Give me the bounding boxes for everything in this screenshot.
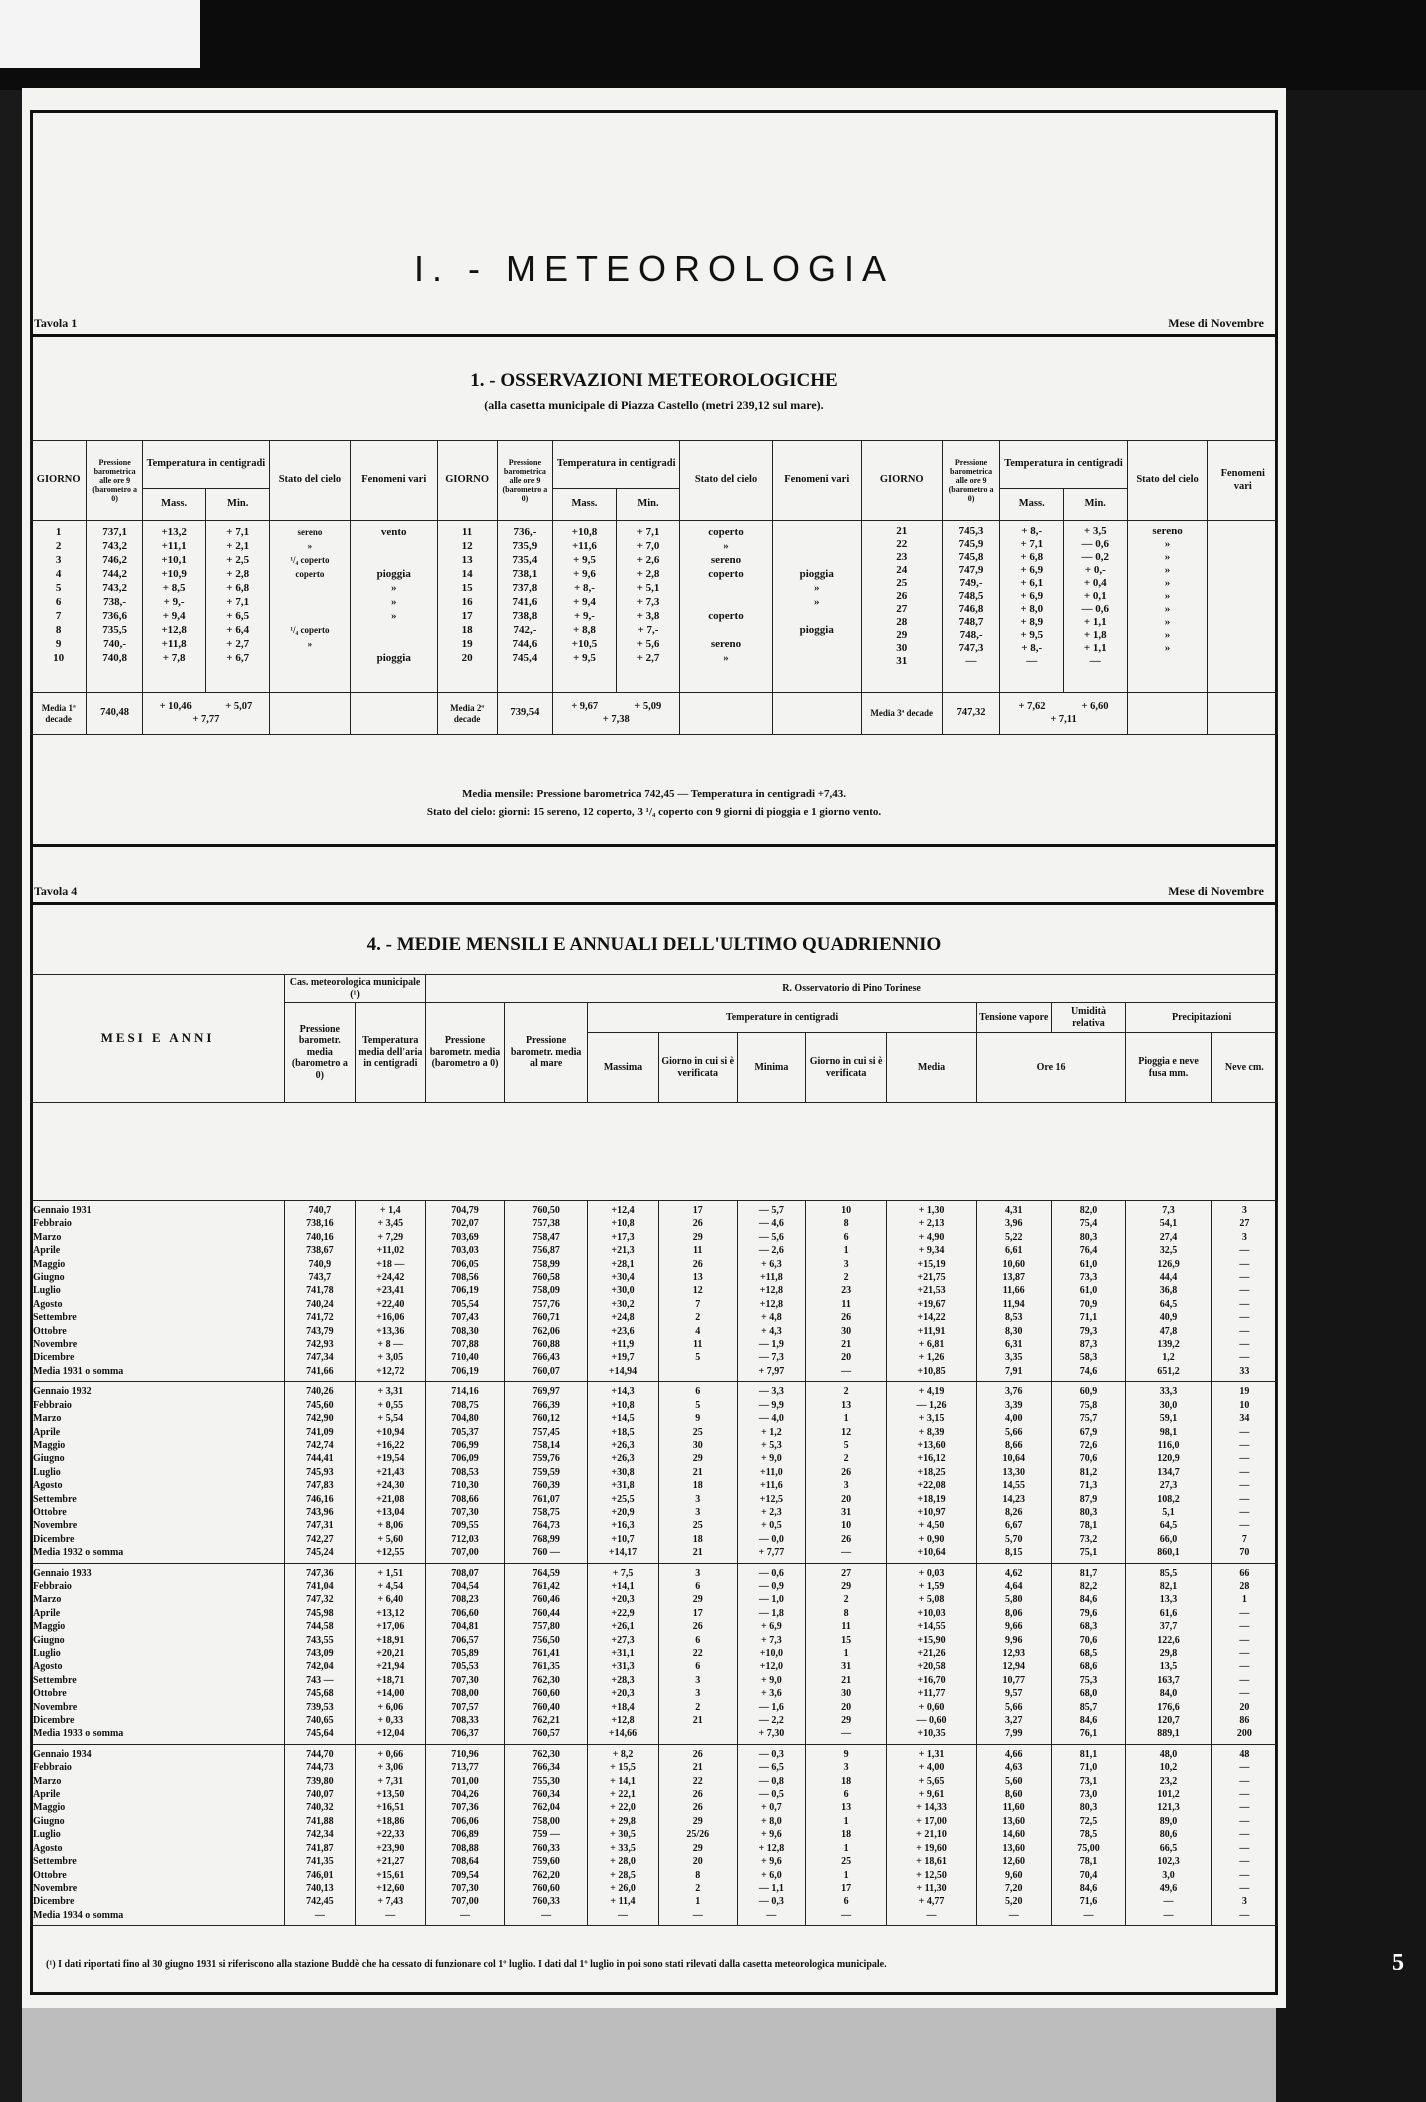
- value-column: 85,5 82,1 13,3 61,6 37,7 122,6 29,8 13,5 163,7 84,0 176,6 120,7 889,1: [1126, 1563, 1211, 1744]
- empty-cell: [350, 693, 437, 735]
- header-pioggia: Pioggia e neve fusa mm.: [1126, 1033, 1211, 1103]
- value-column: 762,30 766,34 755,30 760,34 762,04 758,00 759 — 760,33 759,60 762,20 760,60 760,33 —: [505, 1744, 588, 1925]
- scan-paper-corner: [0, 0, 200, 68]
- value-column: 704,79 702,07 703,69 703,03 706,05 708,56 706,19 705,54 707,43 708,30 707,88 710,40 706,19: [426, 1201, 505, 1382]
- tavola4-month: Mese di Novembre: [1168, 884, 1264, 898]
- tavola1-summary-line2: Stato del cielo: giorni: 15 sereno, 12 coperto, 3 ¹/₄ coperto con 9 giorni di pioggia e 1 giorno vento.: [426, 806, 882, 818]
- value-column: 60,9 75,8 75,7 67,9 72,6 70,6 81,2 71,3 87,9 80,3 78,1 73,2 75,1: [1051, 1382, 1126, 1563]
- value-column: 19 10 34 — — — — — — — — 7 70: [1211, 1382, 1277, 1563]
- month-labels: Gennaio 1934 Febbraio Marzo Aprile Maggio Giugno Luglio Agosto Settembre Ottobre Novembre Dicembre Media 1934 o somma: [31, 1744, 285, 1925]
- page-title: I. - METEOROLOGIA: [413, 248, 895, 289]
- decade2-max: +10,8 +11,6 + 9,5 + 9,6 + 8,- + 9,4 + 9,- + 8,8 +10,5 + 9,5: [553, 521, 617, 693]
- value-column: 81,7 82,2 84,6 79,6 68,3 70,6 68,5 68,6 75,3 68,0 85,7 84,6 76,1: [1051, 1563, 1126, 1744]
- decade1-media-min: + 5,07: [225, 701, 253, 713]
- value-column: 747,36 741,04 747,32 745,98 744,58 743,55 743,09 742,04 743 — 745,68 739,53 740,65 745,64: [285, 1563, 355, 1744]
- header-giorno: GIORNO: [31, 441, 87, 521]
- decade2-media-label: Media 2ª decade: [437, 693, 497, 735]
- rule: [30, 902, 1278, 905]
- header-press-media: Pressione barometr. media (barometro a 0): [285, 1003, 355, 1103]
- value-column: +12,4 +10,8 +17,3 +21,3 +28,1 +30,4 +30,0 +30,2 +24,8 +23,6 +11,9 +19,7 +14,94: [588, 1201, 658, 1382]
- value-column: 769,97 766,39 760,12 757,45 758,14 759,76 759,59 760,39 761,07 758,75 764,73 768,99 760 —: [505, 1382, 588, 1563]
- value-column: 3 27 3 — — — — — — — — — 33: [1211, 1201, 1277, 1382]
- decade1-press: 737,1 743,2 746,2 744,2 743,2 738,- 736,6 735,5 740,- 740,8: [87, 521, 142, 693]
- empty-cell: [772, 693, 861, 735]
- header-temperature: Temperature in centigradi: [588, 1003, 977, 1033]
- year-block-row: [31, 1744, 1278, 1925]
- tavola1-month: Mese di Novembre: [1168, 316, 1264, 330]
- decade2-media-temp: + 7,38: [602, 713, 630, 725]
- header-stato: Stato del cielo: [269, 441, 350, 521]
- value-column: + 1,4 + 3,45 + 7,29 +11,02 +18 — +24,42 +23,41 +22,40 +16,06 +13,36 + 8 — + 3,05 +12,72: [355, 1201, 425, 1382]
- empty-cell: [680, 693, 772, 735]
- decade2-media-temp-cell: [553, 693, 680, 735]
- value-column: 26 21 22 26 26 29 25/26 29 20 8 2 1 —: [658, 1744, 737, 1925]
- decade1-media-temp-cell: [142, 693, 269, 735]
- value-column: 710,96 713,77 701,00 704,26 707,36 706,06 706,89 708,88 708,64 709,54 707,30 707,00 —: [426, 1744, 505, 1925]
- value-column: + 0,66 + 3,06 + 7,31 +13,50 +16,51 +18,86 +22,33 +23,90 +21,27 +15,61 +12,60 + 7,43 —: [355, 1744, 425, 1925]
- header-temp-aria: Temperatura media dell'aria in centigradi: [355, 1003, 425, 1103]
- header-press-oss: Pressione barometr. media (barometro a 0): [426, 1003, 505, 1103]
- value-column: 33,3 30,0 59,1 98,1 116,0 120,9 134,7 27,3 108,2 5,1 64,5 66,0 860,1: [1126, 1382, 1211, 1563]
- header-fenomeni: Fenomeni vari: [772, 441, 861, 521]
- decade1-media-temp: + 7,77: [192, 713, 220, 725]
- decade1-stato: sereno » ¹/₄ coperto coperto ¹/₄ coperto »: [269, 521, 350, 693]
- value-column: 6 5 9 25 30 29 21 18 3 3 25 18 21: [658, 1382, 737, 1563]
- decade3-media-temp: + 7,11: [1050, 713, 1077, 725]
- header-minima: Minima: [737, 1033, 805, 1103]
- value-column: 4,31 3,96 5,22 6,61 10,60 13,87 11,66 11,94 8,53 8,30 6,31 3,35 7,91: [976, 1201, 1051, 1382]
- value-column: + 1,30 + 2,13 + 4,90 + 9,34 +15,19 +21,75 +21,53 +19,67 +14,22 +11,91 + 6,81 + 1,26 +10,85: [887, 1201, 977, 1382]
- value-column: 764,59 761,42 760,46 760,44 757,80 756,50 761,41 761,35 762,30 760,60 760,40 762,21 760,57: [505, 1563, 588, 1744]
- header-giorno: GIORNO: [437, 441, 497, 521]
- decade3-media-max: + 7,62: [1018, 701, 1046, 713]
- monthly-averages-table: [30, 974, 1278, 1103]
- value-column: 66 28 1 — — — — — — — 20 86 200: [1211, 1563, 1277, 1744]
- header-stato: Stato del cielo: [680, 441, 772, 521]
- value-column: 740,7 738,16 740,16 738,67 740,9 743,7 741,78 740,24 741,72 743,79 742,93 747,34 741,66: [285, 1201, 355, 1382]
- value-column: + 1,51 + 4,54 + 6,40 +13,12 +17,06 +18,91 +20,21 +21,94 +18,71 +14,00 + 6,06 + 0,33 +12,04: [355, 1563, 425, 1744]
- header-mass: Mass.: [142, 489, 206, 521]
- decade2-giorno: 11 12 13 14 15 16 17 18 19 20: [437, 521, 497, 693]
- value-column: + 1,31 + 4,00 + 5,65 + 9,61 + 14,33 + 17,00 + 21,10 + 19,60 + 18,61 + 12,50 + 11,30 + 4,77 —: [887, 1744, 977, 1925]
- header-temperatura: Temperatura in centigradi: [1000, 441, 1127, 489]
- header-fenomeni: Fenomeni vari: [1208, 441, 1278, 521]
- decade3-press: 745,3 745,9 745,8 747,9 749,- 748,5 746,8 748,7 748,- 747,3 —: [942, 521, 1000, 693]
- value-column: — 3,3 — 9,9 — 4,0 + 1,2 + 5,3 + 9,0 +11,0 +11,6 +12,5 + 2,3 + 0,5 — 0,0 + 7,77: [737, 1382, 805, 1563]
- value-column: + 4,19 — 1,26 + 3,15 + 8,39 +13,60 +16,12 +18,25 +22,08 +18,19 +10,97 + 4,50 + 0,90 +10,64: [887, 1382, 977, 1563]
- decade1-media-label: Media 1ª decade: [31, 693, 87, 735]
- tavola4-label: Tavola 4: [34, 884, 78, 898]
- observations-table: [30, 440, 1278, 735]
- header-min: Min.: [206, 489, 270, 521]
- header-stato: Stato del cielo: [1127, 441, 1208, 521]
- value-column: + 0,03 + 1,59 + 5,08 +10,03 +14,55 +15,90 +21,26 +20,58 +16,70 +11,77 + 0,60 — 0,60 +10,35: [887, 1563, 977, 1744]
- decade1-min: + 7,1 + 2,1 + 2,5 + 2,8 + 6,8 + 7,1 + 6,5 + 6,4 + 2,7 + 6,7: [206, 521, 270, 693]
- tavola1-title: 1. - OSSERVAZIONI METEOROLOGICHE: [470, 370, 838, 391]
- decade2-stato: coperto » sereno coperto coperto sereno »: [680, 521, 772, 693]
- decade1-media-max: + 10,46: [159, 701, 192, 713]
- header-giorno-min: Giorno in cui si è verificata: [806, 1033, 887, 1103]
- decade3-fenomeni: [1208, 521, 1278, 693]
- value-column: + 7,5 +14,1 +20,3 +22,9 +26,1 +27,3 +31,1 +31,3 +28,3 +20,3 +18,4 +12,8 +14,66: [588, 1563, 658, 1744]
- header-min: Min.: [1064, 489, 1128, 521]
- value-column: 708,07 704,54 708,23 706,60 704,81 706,57 705,89 705,53 707,30 708,00 707,57 708,33 706,37: [426, 1563, 505, 1744]
- scan-border-top: [0, 0, 1426, 100]
- header-umidita: Umidità relativa: [1051, 1003, 1126, 1033]
- year-block-row: [31, 1201, 1278, 1382]
- header-precipitazioni: Precipitazioni: [1126, 1003, 1278, 1033]
- header-min: Min.: [616, 489, 680, 521]
- header-temperatura: Temperatura in centigradi: [553, 441, 680, 489]
- rule: [30, 334, 1278, 337]
- decade2-press: 736,- 735,9 735,4 738,1 737,8 741,6 738,8 742,- 744,6 745,4: [497, 521, 552, 693]
- header-temperatura: Temperatura in centigradi: [142, 441, 269, 489]
- value-column: 17 26 29 11 26 13 12 7 2 4 11 5: [658, 1201, 737, 1382]
- header-cas-meteo: Cas. meteorologica municipale (¹): [285, 975, 426, 1003]
- tavola1-label: Tavola 1: [34, 316, 78, 330]
- value-column: 4,66 4,63 5,60 8,60 11,60 13,60 14,60 13,60 12,60 9,60 7,20 5,20 —: [976, 1744, 1051, 1925]
- decade3-stato: sereno » » » » » » » » »: [1127, 521, 1208, 693]
- value-column: — 0,3 — 6,5 — 0,8 — 0,5 + 0,7 + 8,0 + 9,6 + 12,8 + 9,6 + 6,0 — 1,1 — 0,3 —: [737, 1744, 805, 1925]
- decade1-giorno: 1 2 3 4 5 6 7 8 9 10: [31, 521, 87, 693]
- value-column: 81,1 71,0 73,1 73,0 80,3 72,5 78,5 75,00 78,1 70,4 84,6 71,6 —: [1051, 1744, 1126, 1925]
- header-pressione: Pressione barometrica alle ore 9 (barometro a 0): [87, 441, 142, 521]
- year-block-row: [31, 1563, 1278, 1744]
- value-column: 2 13 1 12 5 2 26 3 20 31 10 26 —: [806, 1382, 887, 1563]
- value-column: 48,0 10,2 23,2 101,2 121,3 89,0 80,6 66,5 102,3 3,0 49,6 — —: [1126, 1744, 1211, 1925]
- header-neve: Neve cm.: [1211, 1033, 1277, 1103]
- rule: [30, 844, 1278, 847]
- decade3-media-min: + 6,60: [1081, 701, 1109, 713]
- decade3-media-temp-cell: [1000, 693, 1127, 735]
- value-column: +14,3 +10,8 +14,5 +18,5 +26,3 +26,3 +30,8 +31,8 +25,5 +20,9 +16,3 +10,7 +14,17: [588, 1382, 658, 1563]
- value-column: 48 — — — — — — — — — — 3 —: [1211, 1744, 1277, 1925]
- decade3-media-label: Media 3ª decade: [861, 693, 942, 735]
- header-giorno-max: Giorno in cui si è verificata: [658, 1033, 737, 1103]
- value-column: 9 3 18 6 13 1 18 1 25 1 17 6 —: [806, 1744, 887, 1925]
- value-column: 82,0 75,4 80,3 76,4 61,0 73,3 61,0 70,9 71,1 79,3 87,3 58,3 74,6: [1051, 1201, 1126, 1382]
- decade3-giorno: 21 22 23 24 25 26 27 28 29 30 31: [861, 521, 942, 693]
- header-giorno: GIORNO: [861, 441, 942, 521]
- value-column: — 5,7 — 4,6 — 5,6 — 2,6 + 6,3 +11,8 +12,8 +12,8 + 4,8 + 4,3 — 1,9 — 7,3 + 7,97: [737, 1201, 805, 1382]
- decade1-media-press: 740,48: [87, 693, 142, 735]
- value-column: 3,76 3,39 4,00 5,66 8,66 10,64 13,30 14,55 14,23 8,26 6,67 5,70 8,15: [976, 1382, 1051, 1563]
- footnote: (¹) I dati riportati fino al 30 giugno 1931 si riferiscono alla stazione Buddè che ha cessato di funzionare col 1º luglio. I dati dal 1º luglio in poi sono stati rilevati dalla casetta meteorologica municipale.: [46, 1959, 887, 1970]
- month-labels: Gennaio 1931 Febbraio Marzo Aprile Maggio Giugno Luglio Agosto Settembre Ottobre Novembre Dicembre Media 1931 o somma: [31, 1201, 285, 1382]
- empty-cell: [269, 693, 350, 735]
- value-column: 4,62 4,64 5,80 8,06 9,66 9,96 12,93 12,94 10,77 9,57 5,66 3,27 7,99: [976, 1563, 1051, 1744]
- month-labels: Gennaio 1932 Febbraio Marzo Aprile Maggio Giugno Luglio Agosto Settembre Ottobre Novembre Dicembre Media 1932 o somma: [31, 1382, 285, 1563]
- value-column: + 8,2 + 15,5 + 14,1 + 22,1 + 22,0 + 29,8 + 30,5 + 33,5 + 28,0 + 28,5 + 26,0 + 11,4 —: [588, 1744, 658, 1925]
- header-press-mare: Pressione barometr. media al mare: [505, 1003, 588, 1103]
- empty-cell: [1127, 693, 1208, 735]
- decade2-media-max: + 9,67: [571, 701, 599, 713]
- value-column: + 3,31 + 0,55 + 5,54 +10,94 +16,22 +19,54 +21,43 +24,30 +21,08 +13,04 + 8,06 + 5,60 +12,55: [355, 1382, 425, 1563]
- decade3-media-press: 747,32: [942, 693, 1000, 735]
- value-column: 10 8 6 1 3 2 23 11 26 30 21 20 —: [806, 1201, 887, 1382]
- tavola1-subtitle: (alla casetta municipale di Piazza Castello (metri 239,12 sul mare).: [484, 398, 824, 412]
- decade3-min: + 3,5 — 0,6 — 0,2 + 0,- + 0,4 + 0,1 — 0,6 + 1,1 + 1,8 + 1,1 —: [1064, 521, 1128, 693]
- value-column: 7,3 54,1 27,4 32,5 126,9 44,4 36,8 64,5 40,9 47,8 139,2 1,2 651,2: [1126, 1201, 1211, 1382]
- header-pressione: Pressione barometrica alle ore 9 (barometro a 0): [497, 441, 552, 521]
- header-pressione: Pressione barometrica alle ore 9 (barometro a 0): [942, 441, 1000, 521]
- decade3-max: + 8,- + 7,1 + 6,8 + 6,9 + 6,1 + 6,9 + 8,0 + 8,9 + 9,5 + 8,- —: [1000, 521, 1064, 693]
- decade2-media-min: + 5,09: [634, 701, 662, 713]
- value-column: 27 29 2 8 11 15 1 31 21 30 20 29 —: [806, 1563, 887, 1744]
- tavola4-title: 4. - MEDIE MENSILI E ANNUALI DELL'ULTIMO QUADRIENNIO: [366, 934, 942, 955]
- month-labels: Gennaio 1933 Febbraio Marzo Aprile Maggio Giugno Luglio Agosto Settembre Ottobre Novembre Dicembre Media 1933 o somma: [31, 1563, 285, 1744]
- header-mesi: MESI E ANNI: [31, 975, 285, 1103]
- header-fenomeni: Fenomeni vari: [350, 441, 437, 521]
- decade2-min: + 7,1 + 7,0 + 2,6 + 2,8 + 5,1 + 7,3 + 3,8 + 7,- + 5,6 + 2,7: [616, 521, 680, 693]
- header-mass: Mass.: [553, 489, 617, 521]
- decade2-fenomeni: pioggia » » pioggia: [772, 521, 861, 693]
- value-column: 740,26 745,60 742,90 741,09 742,74 744,41 745,93 747,83 746,16 743,96 747,31 742,27 745,24: [285, 1382, 355, 1563]
- value-column: 760,50 757,38 758,47 756,87 758,99 760,58 758,09 757,76 760,71 762,06 760,88 766,43 760,07: [505, 1201, 588, 1382]
- header-tensione: Tensione vapore: [976, 1003, 1051, 1033]
- page-number: 5: [1392, 1950, 1404, 1976]
- value-column: — 0,6 — 0,9 — 1,0 — 1,8 + 6,9 + 7,3 +10,0 +12,0 + 9,0 + 3,6 — 1,6 — 2,2 + 7,30: [737, 1563, 805, 1744]
- tavola1-summary-line1: Media mensile: Pressione barometrica 742,45 — Temperatura in centigradi +7,43.: [461, 788, 847, 800]
- monthly-averages-body: [30, 1200, 1278, 1926]
- decade2-media-press: 739,54: [497, 693, 552, 735]
- decade1-fenomeni: vento pioggia » » » pioggia: [350, 521, 437, 693]
- empty-cell: [1208, 693, 1278, 735]
- document-page: [22, 88, 1286, 2008]
- header-osservatorio: R. Osservatorio di Pino Torinese: [426, 975, 1278, 1003]
- value-column: 744,70 744,73 739,80 740,07 740,32 741,88 742,34 741,87 741,35 746,01 740,13 742,45 —: [285, 1744, 355, 1925]
- header-ore-16: Ore 16: [976, 1033, 1125, 1103]
- value-column: 3 6 29 17 26 6 22 6 3 3 2 21: [658, 1563, 737, 1744]
- year-block-row: [31, 1382, 1278, 1563]
- value-column: 714,16 708,75 704,80 705,37 706,99 706,09 708,53 710,30 708,66 707,30 709,55 712,03 707,00: [426, 1382, 505, 1563]
- header-mass: Mass.: [1000, 489, 1064, 521]
- scan-border-right: [1276, 90, 1426, 2102]
- scan-border-left: [0, 90, 22, 2102]
- header-massima: Massima: [588, 1033, 658, 1103]
- header-media: Media: [887, 1033, 977, 1103]
- decade1-max: +13,2 +11,1 +10,1 +10,9 + 8,5 + 9,- + 9,4 +12,8 +11,8 + 7,8: [142, 521, 206, 693]
